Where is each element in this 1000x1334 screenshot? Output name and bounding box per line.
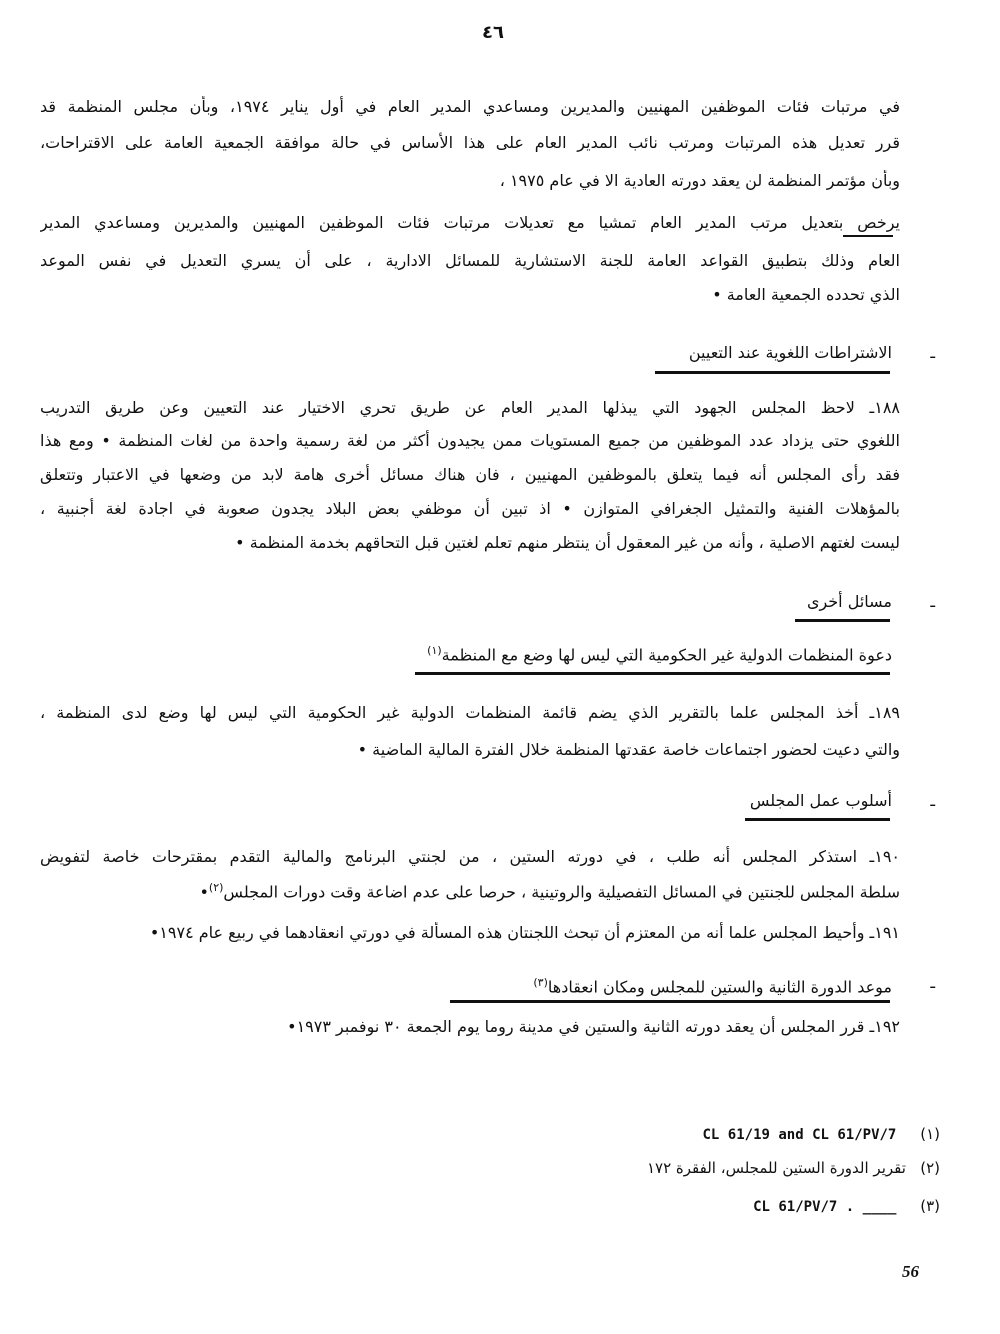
section-heading-other: مسائل أخرى [806,592,892,611]
footnote-3 [753,1196,940,1217]
section-heading-method: أسلوب عمل المجلس [749,791,892,810]
heading-underline [655,371,890,374]
section-dash: ـ [930,592,935,611]
footnote-marker: (٣) [920,1197,940,1215]
paragraph-189-line: ١٨٩ـ أخذ المجلس علما بالتقرير الذي يضم قائمة المنظمات الدولية غير الحكومية التي ليس لها وضع لدى المنظمة ، [40,703,900,722]
section-heading-date-text: موعد الدورة الثانية والستين للمجلس ومكان انعقادها [547,977,892,997]
paragraph-188-line: اللغوي حتى يزداد عدد الموظفين من جميع المستويات ممن يجيدون أكثر من لغة رسمية واحدة من لغات المنظمة • ومع هذا [40,431,900,450]
paragraph-191-line: ١٩١ـ وأحيط المجلس علما أنه من المعتزم أن تبحث اللجنتان هذه المسألة في دورتي انعقادهما في ربيع عام ١٩٧٤• [149,923,900,942]
subheading-ngo-text: دعوة المنظمات الدولية غير الحكومية التي ليس لها وضع مع المنظمة [441,645,892,665]
paragraph-188-line: ١٨٨ـ لاحظ المجلس الجهود التي يبذلها المدير العام عن طريق تحري الاختيار عند التعيين وعن طريق التدريب [40,398,900,417]
footnote-1 [703,1124,941,1145]
footnote-ref-3: (٣) [533,976,548,989]
intro-line: قرر تعديل هذه المرتبات ومرتب نائب المدير العام على هذا الأساس في حالة موافقة الجمعية العامة على الاقتراحات، [40,133,900,152]
subheading-ngo [427,640,892,666]
footnote-2 [647,1158,940,1178]
page-number-top: ٤٦ [482,22,504,43]
section-dash: ـ [930,973,935,992]
footnote-text: تقرير الدورة الستين للمجلس، الفقرة ١٧٢ [646,1159,906,1177]
section-dash: ـ [930,791,935,810]
intro-line: وبأن مؤتمر المنظمة لن يعقد دورته العادية الا في عام ١٩٧٥ ، [499,171,900,190]
subheading-underline [415,672,890,675]
section-heading-language: الاشتراطات اللغوية عند التعيين [688,343,892,362]
paragraph-190-text: سلطة المجلس للجنتين في المسائل التفصيلية والروتينية ، حرصا على عدم اضاعة وقت دورات المجلس [223,882,900,902]
footnote-text: CL 61/PV/7 . ____ [753,1199,897,1215]
footnote-ref-2: (٢) [208,881,224,894]
paragraph-188-line: بالمؤهلات الفنية والتمثيل الجغرافي المتوازن • اذ تبين أن موظفي بعض البلاد يجدون صعوبة في اجادة لغة أجنبية ، [40,499,900,518]
footnote-marker: (٢) [920,1159,940,1177]
heading-underline [745,818,890,821]
heading-underline [450,1000,890,1003]
intro-line: في مرتبات فئات الموظفين المهنيين والمديرين ومساعدي المدير العام في أول يناير ١٩٧٤، وبأن مجلس المنظمة قد [40,97,900,116]
bullet: • [199,882,209,902]
authorize-line: الذي تحدده الجمعية العامة • [712,285,900,304]
paragraph-192-line: ١٩٢ـ قرر المجلس أن يعقد دورته الثانية والستين في مدينة روما يوم الجمعة ٣٠ نوفمبر ١٩٧٣• [287,1017,900,1036]
paragraph-190-line [40,877,900,903]
section-heading-date [533,972,892,998]
underline [843,235,893,237]
heading-underline [795,619,890,622]
page-number-bottom: 56 [902,1262,919,1281]
authorize-line: يرخص بتعديل مرتب المدير العام تمشيا مع تعديلات مرتبات فئات الموظفين المهنيين والمديرين ومساعدي المدير [40,213,900,232]
section-dash: ـ [930,343,935,362]
paragraph-188-line: ليست لغتهم الاصلية ، وأنه من غير المعقول أن ينتظر منهم تعلم لغتين قبل التحاقهم بخدمة المنظمة • [235,533,900,552]
footnote-ref-1: (١) [427,644,442,657]
footnote-text: CL 61/19 and CL 61/PV/7 [702,1127,897,1143]
authorize-line: العام وذلك بتطبيق القواعد العامة للجنة الاستشارية للمسائل الادارية ، على أن يسري التعديل في نفس الموعد [40,251,900,270]
paragraph-189-line: والتي دعيت لحضور اجتماعات خاصة عقدتها المنظمة خلال الفترة المالية الماضية • [357,740,900,759]
footnote-marker: (١) [920,1125,940,1143]
paragraph-190-line: ١٩٠ـ استذكر المجلس أنه طلب ، في دورته الستين ، من لجنتي البرنامج والمالية التقدم بمقترحات خاصة لتفويض [40,847,900,866]
paragraph-188-line: فقد رأى المجلس أنه فيما يتعلق بالموظفين المهنيين ، فان هناك مسائل أخرى هامة لابد من وضعها في الاعتبار وتتعلق [40,465,900,484]
